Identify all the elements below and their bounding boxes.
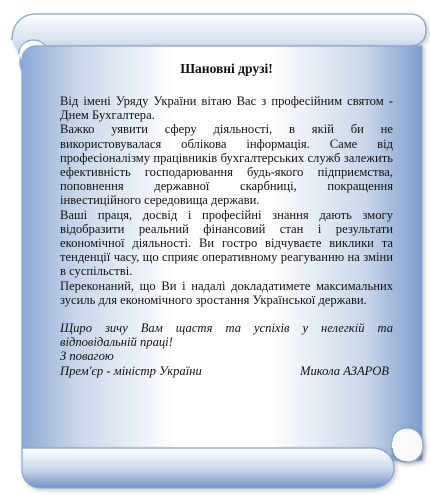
paragraph-1: Від імені Уряду України вітаю Вас з професійним святом - Днем Бухгалтера. (60, 94, 393, 123)
paragraph-gap (60, 307, 393, 321)
paragraph-3: Ваші праця, досвід і професійні знання дають змогу відобразити реальний фінансовий стан і результати економічної діяльності. Ви гостро відчуваєте виклики та тенденції часу, що сприяє оперативному реагуванню на зміни в суспільстві. (60, 207, 393, 279)
paragraph-4: Переконаний, що Ви і надалі докладатимете максимальних зусиль для економічного зростання Української держави. (60, 278, 393, 307)
letter-body (60, 94, 393, 378)
letter-content (60, 60, 393, 438)
paragraph-2: Важко уявити сферу діяльності, в якій би не використовувалася облікова інформація. Саме від професіоналізму працівників бухгалтерських служб залежить ефективність господарювання будь-якого підприємства, поповнення державної скарбниці, покращення інвестиційного середовища держави. (60, 122, 393, 208)
letter-heading: Шановні друзі! (180, 61, 273, 76)
signer-name: Микола АЗАРОВ (299, 363, 389, 378)
closing-wish: Щиро зичу Вам щастя та успіхів у нелегкій та відповідальній праці! (60, 321, 393, 350)
signer-title: Прем'єр - міністр України (60, 363, 202, 378)
signature-line (60, 364, 393, 378)
closing-regards: З повагою (60, 349, 114, 364)
